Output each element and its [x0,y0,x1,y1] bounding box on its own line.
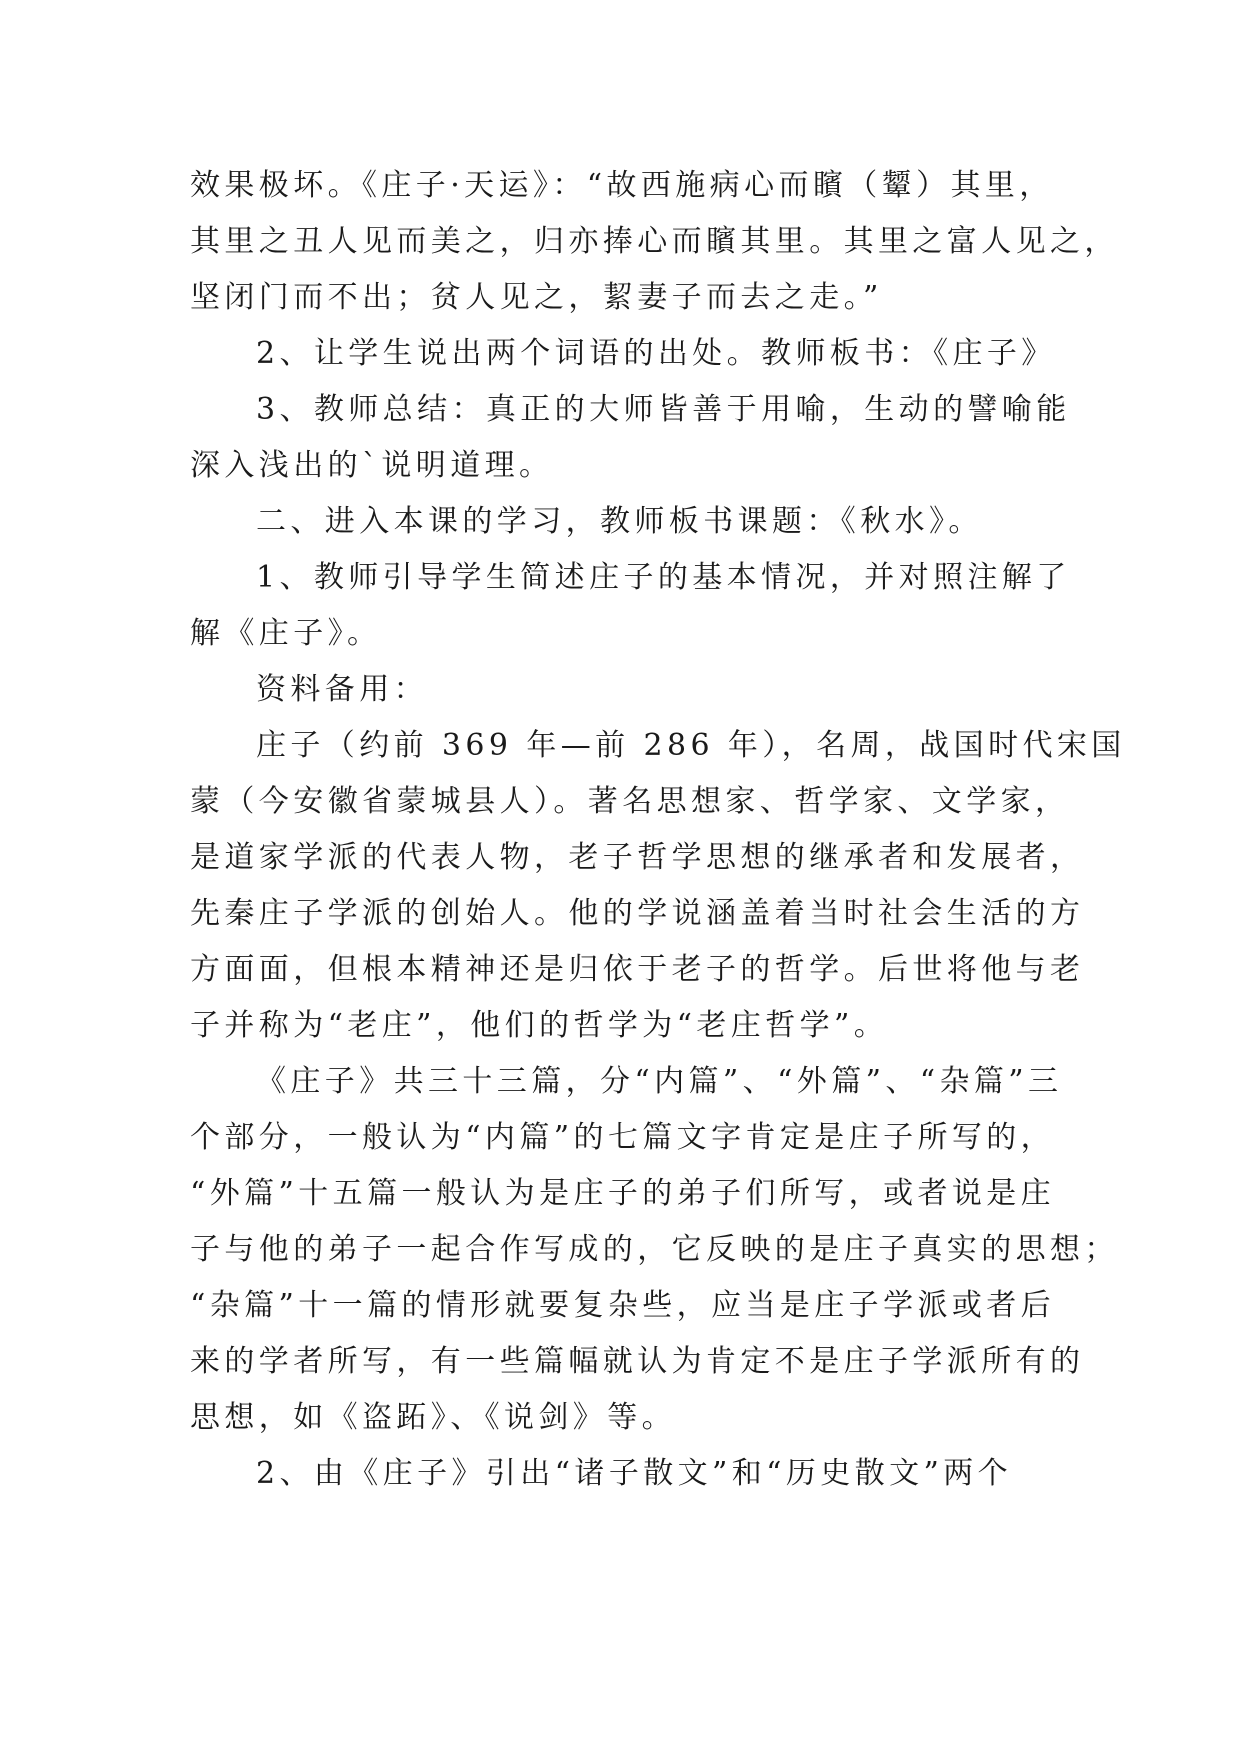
text-line: 2、让学生说出两个词语的出处。教师板书：《庄子》 [256,336,1056,371]
text-line: 庄子（约前 369 年—前 286 年），名周，战国时代宋国 [256,728,1126,763]
text-line: 来的学者所写，有一些篇幅就认为肯定不是庄子学派所有的 [190,1344,1085,1379]
text-line: 子与他的弟子一起合作写成的，它反映的是庄子真实的思想； [190,1232,1119,1267]
document-body [190,158,1126,1502]
text-line: 3、教师总结：真正的大师皆善于用喻，生动的譬喻能 [256,392,1071,427]
text-line: “外篇”十五篇一般认为是庄子的弟子们所写，或者说是庄 [190,1176,1056,1211]
text-line: 1、教师引导学生简述庄子的基本情况，并对照注解了 [256,560,1071,595]
text-line: 子并称为“老庄”，他们的哲学为“老庄哲学”。 [190,1008,889,1043]
text-line: 解《庄子》。 [190,616,382,651]
text-line: 个部分，一般认为“内篇”的七篇文字肯定是庄子所写的， [190,1120,1056,1155]
text-line: “杂篇”十一篇的情形就要复杂些，应当是庄子学派或者后 [190,1288,1056,1323]
text-line: 思想，如《盗跖》、《说剑》等。 [190,1400,676,1435]
text-line: 资料备用： [256,672,428,707]
text-line: 2、由《庄子》引出“诸子散文”和“历史散文”两个 [256,1456,1013,1491]
text-line: 方面面，但根本精神还是归依于老子的哲学。后世将他与老 [190,952,1085,987]
text-line: 先秦庄子学派的创始人。他的学说涵盖着当时社会生活的方 [190,896,1085,931]
text-line: 是道家学派的代表人物，老子哲学思想的继承者和发展者， [190,840,1085,875]
text-line: 蒙（今安徽省蒙城县人）。著名思想家、哲学家、文学家， [190,784,1070,819]
text-line: 二、进入本课的学习，教师板书课题：《秋水》。 [256,504,983,539]
text-line: 深入浅出的`说明道理。 [190,448,554,483]
text-line: 坚闭门而不出；贫人见之，絜妻子而去之走。” [190,280,883,315]
text-line: 其里之丑人见而美之，归亦捧心而矉其里。其里之富人见之， [190,224,1119,259]
text-line: 效果极坏。《庄子·天运》：“故西施病心而矉（颦）其里， [190,168,1054,203]
text-line: 《庄子》共三十三篇，分“内篇”、“外篇”、“杂篇”三 [256,1064,1063,1099]
